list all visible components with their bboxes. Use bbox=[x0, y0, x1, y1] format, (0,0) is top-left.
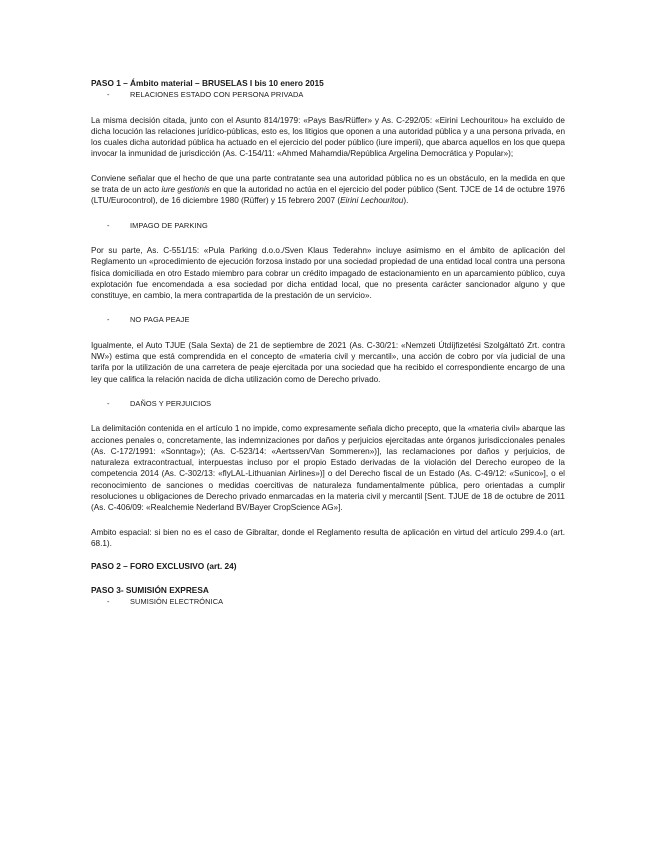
section-heading-peaje bbox=[91, 314, 565, 325]
bullet-dash: - bbox=[107, 90, 110, 100]
section-heading-label: NO PAGA PEAJE bbox=[130, 315, 190, 325]
paso1-title: PASO 1 – Ámbito material – BRUSELAS I bis 10 enero 2015 bbox=[91, 78, 324, 88]
section-heading-relaciones bbox=[91, 89, 565, 100]
section-heading-label: DAÑOS Y PERJUICIOS bbox=[130, 398, 212, 408]
text-run: ). bbox=[403, 196, 409, 206]
document-body bbox=[91, 78, 565, 607]
bullet-dash: - bbox=[107, 596, 110, 606]
bullet-dash: - bbox=[107, 398, 110, 408]
section-heading-danos bbox=[91, 398, 565, 409]
section-heading-label: SUMISIÓN ELECTRÓNICA bbox=[130, 596, 224, 606]
text-run: en que la autoridad no actúa en el ejercicio del poder público (Sent. TJCE de 14 de octubre 1976 (LTU/Eurocontrol), de 16 diciembre 1980 (Rüffer) y 15 febrero 2007 ( bbox=[91, 185, 565, 206]
paragraph-relaciones-1: La misma decisión citada, junto con el Asunto 814/1979: «Pays Bas/Rüffer» y As. C-292/05: «Eirini Lechouritou» ha excluido de dicha locución las relaciones jurídico-públicas, esto es, los litigios que oponen a una autoridad pública y a una persona privada, en los cuales dicha autoridad pública ha actuado en el ejercicio del poder público (iure imperii), que abarca aquellos en los que quepa invocar la inmunidad de jurisdicción (As. C-154/11: «Ahmed Mahamdia/República Argelina Democrática y Popular»); bbox=[91, 115, 565, 159]
section-heading-label: IMPAGO DE PARKING bbox=[130, 220, 208, 230]
paragraph-relaciones-2 bbox=[91, 173, 565, 207]
italic-case-name: Eirini Lechouritou bbox=[340, 196, 404, 206]
paso3-title: PASO 3- SUMISIÓN EXPRESA bbox=[91, 584, 209, 595]
bullet-dash: - bbox=[107, 315, 110, 325]
text-run: Conviene señalar que el hecho de que una parte contratante sea una autoridad pública no es un obstáculo, en la medida en que se trata de un acto bbox=[91, 173, 565, 195]
section-heading-parking bbox=[91, 220, 565, 231]
bullet-dash: - bbox=[107, 220, 110, 230]
section-heading-sumision-electronica bbox=[91, 596, 565, 607]
paragraph-ambito-espacial: Ambito espacial: si bien no es el caso de Gibraltar, donde el Reglamento resulta de aplicación en virtud del artículo 299.4.o (art. 68.1). bbox=[91, 527, 565, 548]
paragraph-peaje: Igualmente, el Auto TJUE (Sala Sexta) de 21 de septiembre de 2021 (As. C-30/21: «Nemzeti Útdíjfizetési Szolgáltató Zrt. contra NW») estima que está comprendida en el concepto de «materia civil y mercantil», una acción de cobro por vía judicial de una tarifa por la utilización de una carretera de peaje ejercitada por una sociedad que ha recibido el correspondiente encargo de una ley que califica la relación nacida de dicha utilización como de Derecho privado. bbox=[91, 340, 565, 384]
section-heading-label: RELACIONES ESTADO CON PERSONA PRIVADA bbox=[130, 90, 304, 100]
paso2-title: PASO 2 – FORO EXCLUSIVO (art. 24) bbox=[91, 561, 237, 572]
paragraph-parking: Por su parte, As. C-551/15: «Pula Parking d.o.o./Sven Klaus Tederahn» incluye asimismo en el ámbito de aplicación del Reglamento un «procedimiento de ejecución forzosa instado por una sociedad propiedad de una entidad local contra una persona física domiciliada en otro Estado miembro para cobrar un crédito impagado de estacionamiento en un aparcamiento público, cuya explotación fue encomendada a esa sociedad por dicha entidad local, que no presenta carácter sancionador alguno y que constituye, en cambio, la mera contrapartida de la prestación de un servicio». bbox=[91, 245, 565, 301]
paragraph-danos: La delimitación contenida en el artículo 1 no impide, como expresamente señala dicho precepto, que la «materia civil» abarque las acciones penales o, concretamente, las indemnizaciones por daños y perjuicios ejercitadas ante órganos jurisdiccionales penales (As. C-172/1991: «Sonntag»); (As. C-523/14: «Aertssen/Van Sommeren»)], las reclamaciones por daños y perjuicios, de naturaleza extracontractual, interpuestas incluso por el propio Estado derivadas de la violación del Derecho europeo de la competencia 2014 (As. C-302/13: «flyLAL-Lithuanian Airlines»)] o del Derecho fiscal de un Estado (As. C-49/12: «Sunico»], o el reconocimiento de sanciones o medidas coercitivas de naturaleza fundamentalmente pública, pero orientadas a cumplir resoluciones u obligaciones de Derecho privado enmarcadas en la materia civil y mercantil [Sent. TJUE de 18 de octubre de 2011 (As. C-406/09: «Realchemie Nederland BV/Bayer CropScience AG»]. bbox=[91, 424, 565, 513]
italic-term: iure gestionis bbox=[161, 185, 210, 195]
